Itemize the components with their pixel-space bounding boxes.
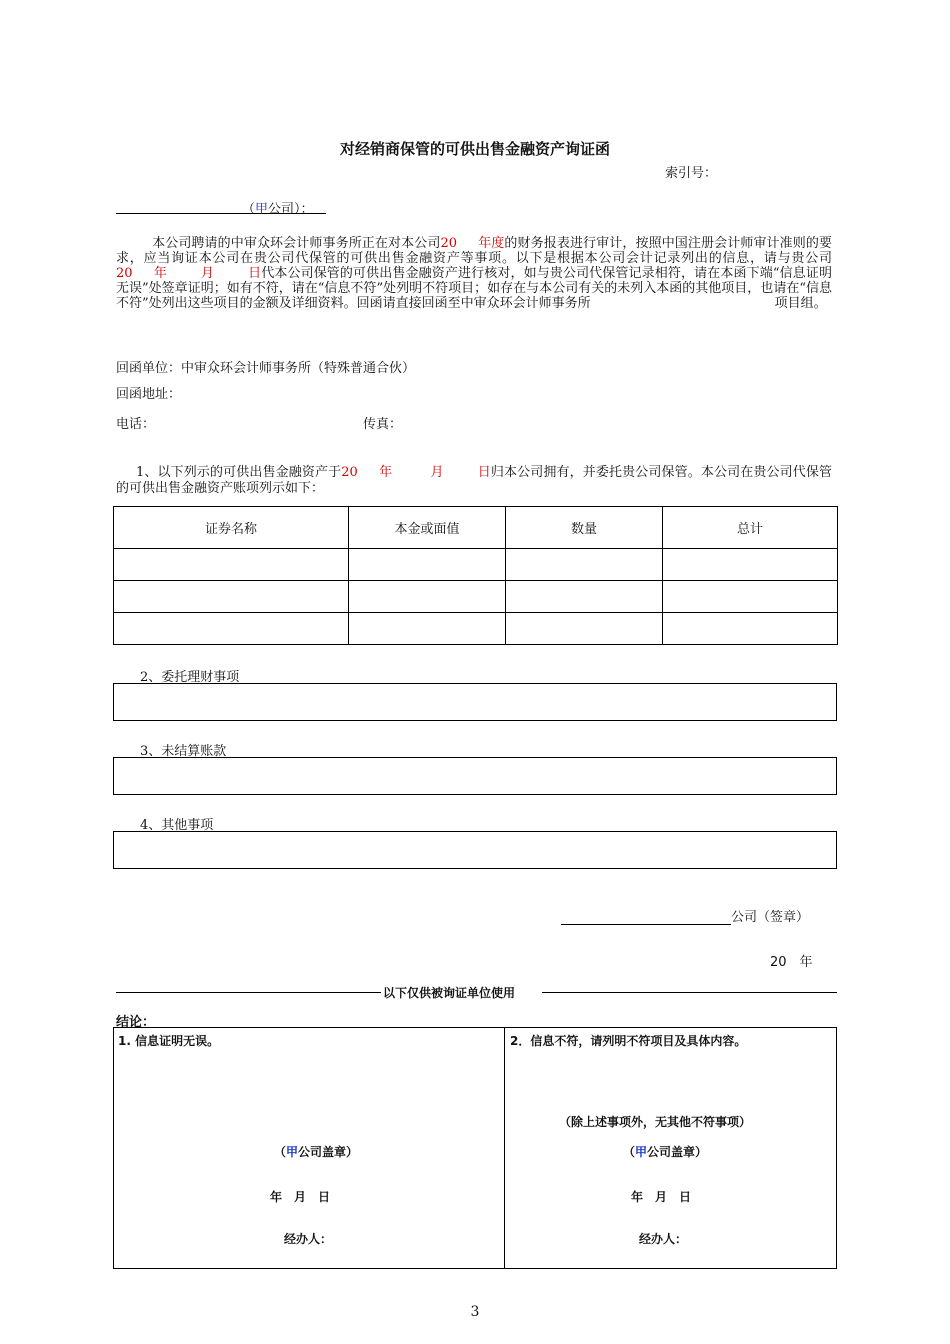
item2-label: 2、委托理财事项 (140, 670, 240, 685)
addressee-line (116, 198, 326, 217)
item1-year-unit: 年 (379, 465, 393, 480)
table-cell[interactable] (506, 613, 663, 645)
securities-table (113, 506, 838, 645)
table-cell[interactable] (663, 581, 838, 613)
table-row (114, 549, 838, 581)
left-heading: 1. 信息证明无误。 (118, 1034, 220, 1048)
conclusion-divider (504, 1028, 505, 1268)
item3-label: 3、未结算账款 (140, 744, 227, 759)
left-handler: 经办人： (284, 1232, 333, 1246)
addressee-suffix: 公司）： (268, 202, 314, 217)
body-date-day: 日 (248, 266, 262, 281)
item4-label: 4、其他事项 (140, 818, 214, 833)
fax-label: 传真： (363, 417, 403, 432)
body-text-4: 项目组。 (774, 296, 827, 311)
table-cell[interactable] (114, 613, 349, 645)
body-text-3: 代本公司保管的可供出售金融资产进行核对，如与贵公司代保管记录相符，请在本函下端“信息证明无误”处签章证明；如有不符，请在“信息不符”处列明不符项目；如存在与本公司有关的未列入本函的其他项目，也请在“信息不符”处列出这些项目的金额及详细资料。回函请直接回函至中审众环会计师事务所 (116, 266, 832, 311)
table-cell[interactable] (663, 549, 838, 581)
body-date-year: 20 (116, 266, 133, 281)
item1-month: 月 (430, 465, 444, 480)
item1-pre: 1、以下列示的可供出售金融资产于 (136, 465, 342, 480)
header-security-name: 证券名称 (114, 507, 349, 549)
right-handler: 经办人： (639, 1232, 688, 1246)
body-date-year-unit: 年 (153, 266, 167, 281)
table-cell[interactable] (506, 549, 663, 581)
table-cell[interactable] (663, 613, 838, 645)
item4-box[interactable] (113, 831, 837, 869)
letter-body (116, 236, 832, 311)
table-cell[interactable] (349, 613, 506, 645)
right-heading: 2．信息不符，请列明不符项目及具体内容。 (510, 1034, 747, 1048)
table-cell[interactable] (114, 581, 349, 613)
body-text-2: 的财务报表进行审计，按照中国注册会计师审计准则的要求，应当询证本公司在贵公司代保管的可供出售金融资产等事项。以下是根据本公司会计记录列出的信息，请与贵公司 (116, 236, 832, 266)
divider-left (116, 992, 381, 993)
phone-label: 电话： (116, 417, 156, 432)
signature-line[interactable] (561, 911, 731, 925)
left-seal (274, 1143, 358, 1160)
right-seal-company: 甲 (635, 1145, 648, 1159)
header-total: 总计 (663, 507, 838, 549)
divider-right (542, 992, 837, 993)
page-title: 对经销商保管的可供出售金融资产询证函 (339, 140, 610, 158)
reply-address: 回函地址： (116, 387, 182, 402)
body-date-month: 月 (200, 266, 215, 281)
table-header-row (114, 507, 838, 549)
company-sign-label: 公司（签章） (731, 910, 810, 925)
body-year-unit: 年度 (478, 236, 505, 251)
body-text-1: 本公司聘请的中审众环会计师事务所正在对本公司 (152, 236, 441, 251)
item1-day: 日 (477, 465, 491, 480)
right-seal (623, 1143, 707, 1160)
page-number: 3 (470, 1304, 480, 1320)
body-year: 20 (440, 236, 457, 251)
left-date: 年 月 日 (270, 1190, 331, 1204)
right-seal-post: 公司盖章） (647, 1145, 708, 1159)
right-date: 年 月 日 (631, 1190, 692, 1204)
header-principal: 本金或面值 (349, 507, 506, 549)
reply-unit: 回函单位：中审众环会计师事务所（特殊普通合伙） (116, 361, 416, 376)
company-signature (561, 906, 809, 925)
index-number-label: 索引号： (665, 166, 718, 181)
date-line: 20 年 (770, 955, 813, 970)
table-row (114, 581, 838, 613)
right-seal-pre: （ (623, 1145, 636, 1159)
table-cell[interactable] (114, 549, 349, 581)
table-cell[interactable] (349, 549, 506, 581)
left-seal-company: 甲 (286, 1145, 299, 1159)
left-seal-post: 公司盖章） (298, 1145, 359, 1159)
table-row (114, 613, 838, 645)
addressee-prefix: （ (242, 202, 256, 217)
conclusion-label: 结论： (116, 1015, 156, 1030)
left-seal-pre: （ (274, 1145, 287, 1159)
item1-post: 归本公司拥有，并委托贵公司保管。本公司在贵公司代保管的可供出售金融资产账项列示如下： (116, 465, 832, 496)
item3-box[interactable] (113, 757, 837, 795)
conclusion-box (113, 1027, 837, 1269)
addressee-company: 甲 (255, 202, 269, 217)
item1-year: 20 (341, 465, 358, 480)
table-cell[interactable] (349, 581, 506, 613)
table-cell[interactable] (506, 581, 663, 613)
right-note: （除上述事项外，无其他不符事项） (559, 1115, 752, 1129)
header-quantity: 数量 (506, 507, 663, 549)
item1-text (116, 465, 832, 497)
divider-text: 以下仅供被询证单位使用 (383, 986, 516, 1000)
item2-box[interactable] (113, 683, 837, 721)
